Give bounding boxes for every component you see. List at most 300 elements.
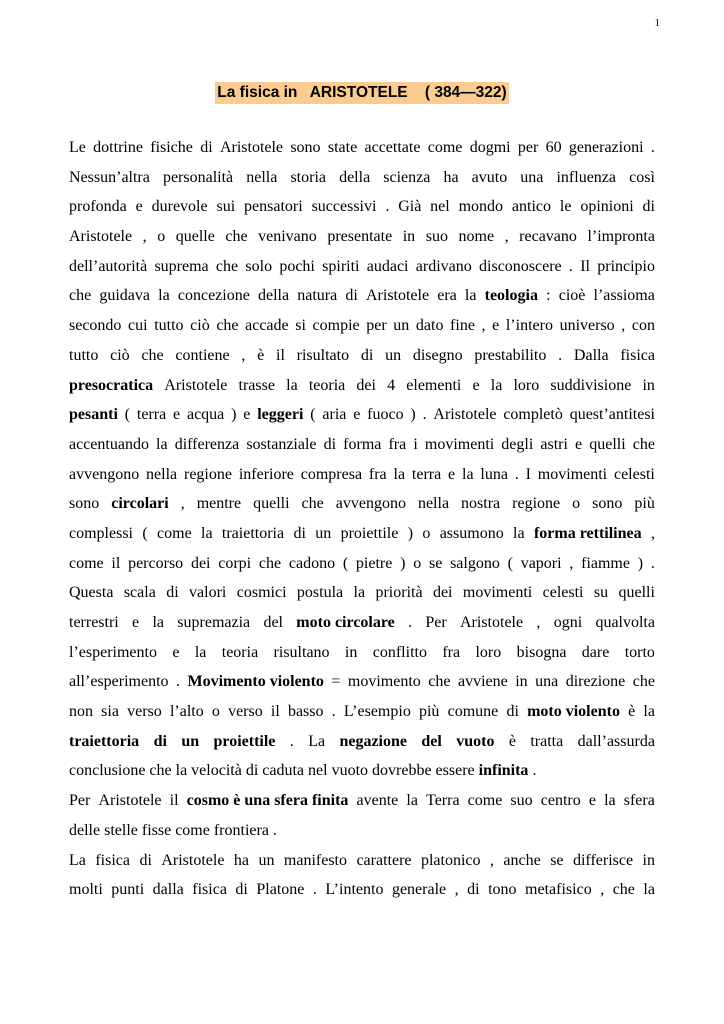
word: nel (308, 762, 328, 780)
word: universo (559, 317, 615, 335)
word: presentate (327, 228, 393, 246)
word: L’intento (325, 881, 384, 899)
word: e (173, 406, 181, 424)
word: sono (69, 495, 100, 513)
word: assumono (439, 524, 504, 542)
word: che (301, 495, 324, 513)
word: scala (123, 584, 156, 602)
word: sono (592, 495, 623, 513)
word: : (546, 287, 551, 305)
word: per (366, 317, 387, 335)
word: quest’antitesi (569, 406, 655, 424)
word: del (263, 614, 283, 631)
word: o (157, 228, 166, 246)
word: che (215, 257, 239, 275)
word: e (448, 465, 456, 483)
word: come (69, 554, 104, 572)
word: opinioni (580, 198, 634, 216)
word: centro (540, 792, 581, 810)
word: pochi (279, 257, 315, 275)
word: che (612, 881, 635, 899)
word: cosmici (236, 584, 287, 602)
word: risultano (273, 643, 330, 661)
word: loro (513, 376, 540, 394)
word: , (600, 881, 605, 899)
text-line (69, 222, 655, 252)
word: di (360, 346, 374, 364)
word: fra (388, 435, 407, 453)
word: La (69, 851, 86, 869)
word: di (235, 881, 248, 899)
word: con (631, 317, 655, 335)
word: ) (407, 524, 414, 542)
word: Le (69, 139, 86, 156)
word: generazioni (568, 139, 644, 156)
word: fisiche (150, 139, 193, 156)
word: di (245, 762, 259, 780)
word: le (559, 198, 572, 216)
word: ) (231, 406, 237, 424)
word: e (172, 643, 180, 661)
word: e (472, 376, 480, 394)
word: bisogna (516, 643, 567, 661)
word: Aristotele (219, 139, 284, 156)
text-line (69, 311, 655, 341)
bold-term: presocratica (69, 376, 154, 394)
word: , (454, 881, 459, 899)
word: e (135, 198, 143, 216)
word: scienza (383, 168, 431, 186)
word: = (331, 673, 341, 691)
word: l’esperimento (69, 643, 157, 661)
word: celesti (613, 465, 655, 483)
word: che (216, 317, 239, 335)
word: recavano (519, 228, 577, 246)
word: influenza (556, 168, 617, 186)
word: accentuando (69, 435, 149, 453)
word: , (569, 554, 574, 572)
word: il (270, 703, 280, 721)
word: , (489, 851, 494, 869)
word: se (428, 554, 443, 572)
word: Aristotele (98, 792, 162, 810)
word: avvengono (69, 465, 140, 483)
word: fiamme (581, 554, 630, 572)
word: avente (356, 792, 399, 810)
word: . (331, 703, 336, 721)
word: . (650, 139, 655, 156)
word: generale (391, 881, 447, 899)
word: Aristotele (164, 376, 228, 394)
word: salgono (450, 554, 500, 572)
word: cioè (558, 287, 586, 305)
word: compresa (300, 465, 363, 483)
word: era (437, 287, 457, 305)
word: la (353, 584, 366, 602)
word: l’alto (169, 703, 204, 721)
word: la (194, 643, 207, 661)
word: la (175, 762, 188, 780)
word: verso (127, 703, 162, 721)
word: avvengono (335, 495, 406, 513)
word: Aristotele (460, 614, 524, 631)
word: fine (450, 317, 475, 335)
word: dare (581, 643, 610, 661)
word: valori (189, 584, 227, 602)
word: di (506, 703, 519, 721)
word: venivano (258, 228, 317, 246)
word: come (427, 139, 463, 156)
word: un (385, 346, 402, 364)
word: Aristotele (365, 287, 430, 305)
text-line (69, 400, 655, 430)
word: di (323, 435, 337, 453)
word: successivi (311, 198, 377, 216)
word: dogmi (469, 139, 511, 156)
word: cui (128, 317, 148, 335)
body-text (69, 133, 655, 905)
word: nel (430, 198, 450, 216)
word: cadono (288, 554, 336, 572)
word: astri (540, 435, 568, 453)
bold-term: leggeri (257, 406, 304, 424)
word: la (643, 703, 655, 721)
word: velocità (191, 762, 242, 780)
bold-term: traiettoria (69, 732, 140, 750)
word: principio (597, 257, 655, 275)
word: degli (501, 435, 534, 453)
word: acqua (186, 406, 225, 424)
word: i (413, 435, 418, 453)
word: quelli (589, 435, 626, 453)
bold-term: moto circolare (296, 614, 395, 631)
title-container (0, 82, 724, 104)
word: ) (400, 554, 406, 572)
word: Dalla (573, 346, 609, 364)
word: e (492, 317, 500, 335)
word: fra (368, 465, 387, 483)
word: , (142, 228, 147, 246)
word: in (642, 376, 655, 394)
word: complessi (69, 524, 133, 542)
word: che (632, 673, 655, 691)
word: suddivisione (550, 376, 632, 394)
word: fisse (141, 821, 172, 839)
word: Aristotele (433, 406, 497, 424)
word: vapori (520, 554, 562, 572)
bold-term: teologia (484, 287, 538, 305)
word: dalla (152, 881, 184, 899)
word: per (517, 139, 539, 156)
word: ogni (553, 614, 583, 631)
bold-term: cosmo è una sfera finita (186, 792, 349, 810)
word: . (312, 881, 317, 899)
text-line (69, 875, 655, 905)
word: accettate (364, 139, 421, 156)
word: . (385, 198, 390, 216)
word: non (69, 703, 93, 721)
word: traiettoria (221, 524, 285, 542)
word: carattere (356, 851, 412, 869)
word: che (141, 346, 164, 364)
word: Aristotele (161, 851, 225, 869)
word: movimento (347, 673, 421, 691)
word: la (464, 287, 477, 305)
word: conclusione (69, 762, 146, 780)
word: la (201, 524, 213, 542)
page-number: 1 (654, 17, 660, 29)
text-line (69, 578, 655, 608)
word: mentre (196, 495, 242, 513)
word: la (393, 465, 406, 483)
word: la (406, 792, 418, 810)
word: punti (111, 881, 145, 899)
word: delle (69, 821, 101, 839)
text-line (69, 638, 655, 668)
word: la (462, 465, 474, 483)
word: anche (503, 851, 541, 869)
text-line (69, 460, 655, 490)
word: vuoto (331, 762, 369, 780)
word: manifesto (283, 851, 347, 869)
word: nella (146, 465, 178, 483)
word: Per (69, 792, 91, 810)
word: priorità (375, 584, 423, 602)
word: accade (245, 317, 289, 335)
word: ( (507, 554, 513, 572)
word: caduta (262, 762, 305, 780)
word: se (550, 851, 564, 869)
word: tono (488, 881, 517, 899)
word: , (621, 317, 626, 335)
word: avviene (457, 673, 508, 691)
word: . (176, 673, 180, 691)
word: che (149, 762, 172, 780)
word: come (467, 792, 503, 810)
word: un (393, 317, 410, 335)
word: il (169, 792, 179, 810)
bold-term: forma rettilinea (533, 524, 642, 542)
word: e (243, 406, 251, 424)
word: inferiore (238, 465, 294, 483)
text-line (69, 608, 655, 638)
word: il (276, 346, 285, 364)
word: sia (101, 703, 119, 721)
text-line (69, 786, 655, 816)
word: fisica (95, 851, 130, 869)
word: la (490, 376, 503, 394)
word: percorso (128, 554, 184, 572)
text-line (69, 549, 655, 579)
word: postula (296, 584, 344, 602)
word: ha (233, 851, 249, 869)
word: pensatori (244, 198, 303, 216)
word: secondo (69, 317, 122, 335)
word: e (353, 406, 361, 424)
word: La (308, 732, 326, 750)
word: audaci (366, 257, 409, 275)
word: e (575, 435, 583, 453)
word: . (558, 346, 563, 364)
word: antico (511, 198, 552, 216)
word: . (514, 465, 519, 483)
word: molti (69, 881, 103, 899)
word: ardivano (415, 257, 472, 275)
word: . (408, 614, 413, 631)
word: dall’assurda (577, 732, 655, 750)
word: nostra (461, 495, 501, 513)
word: differisce (572, 851, 634, 869)
word: la (604, 792, 616, 810)
word: elementi (406, 376, 462, 394)
text-line (69, 252, 655, 282)
document-title: La fisica in ARISTOTELE ( 384—322) (215, 82, 508, 104)
bold-term: moto violento (527, 703, 620, 721)
word: di (293, 524, 306, 542)
word: supremazia (177, 614, 251, 631)
word: . (289, 732, 294, 750)
word: . (650, 554, 655, 572)
word: come (175, 821, 210, 839)
word: più (418, 703, 440, 721)
word: ( (142, 524, 148, 542)
word: dei (190, 554, 211, 572)
word: Per (425, 614, 447, 631)
word: celesti (542, 584, 584, 602)
word: Il (580, 257, 590, 275)
word: . (568, 257, 573, 275)
word: dovrebbe (372, 762, 432, 780)
word: un (315, 524, 332, 542)
word: compie (312, 317, 360, 335)
word: 60 (545, 139, 562, 156)
word: in (344, 643, 358, 661)
word: guidava (99, 287, 151, 305)
word: la (156, 435, 168, 453)
word: basso (287, 703, 324, 721)
word: e (588, 792, 596, 810)
word: . (532, 762, 537, 780)
word: proiettile (340, 524, 399, 542)
word: tutto (69, 346, 99, 364)
word: mondo (458, 198, 504, 216)
word: che (632, 435, 655, 453)
word: ( (342, 554, 349, 572)
word: dei (432, 584, 453, 602)
word: durevole (151, 198, 208, 216)
word: prestabilito (474, 346, 547, 364)
word: differenza (174, 435, 240, 453)
word: . (272, 821, 277, 839)
word: comune (447, 703, 499, 721)
word: nella (246, 168, 278, 186)
text-line (69, 489, 655, 519)
word: direzione (565, 673, 626, 691)
word: essere (435, 762, 475, 780)
bold-term: del (421, 732, 442, 750)
word: state (327, 139, 358, 156)
word: ciò (190, 317, 210, 335)
word: dell’autorità (69, 257, 148, 275)
word: L’esempio (343, 703, 411, 721)
word: terra (136, 406, 167, 424)
bold-term: Movimento violento (187, 673, 324, 691)
word: la (152, 614, 164, 631)
word: di (139, 851, 152, 869)
word: concezione (177, 287, 250, 305)
word: disegno (412, 346, 463, 364)
word: nella (417, 495, 450, 513)
word: fuoco (367, 406, 404, 424)
bold-term: negazione (339, 732, 407, 750)
word: terra (411, 465, 442, 483)
word: suprema (154, 257, 209, 275)
word: sui (216, 198, 236, 216)
word: teoria (308, 376, 346, 394)
word: movimenti (537, 465, 608, 483)
word: fisica (192, 881, 227, 899)
word: disconoscere (479, 257, 562, 275)
word: ) (410, 406, 416, 424)
word: pietre (355, 554, 393, 572)
word: , (241, 346, 246, 364)
text-line (69, 727, 655, 757)
word: , (536, 614, 541, 631)
word: il (111, 554, 121, 572)
word: dato (415, 317, 444, 335)
word: quelli (253, 495, 290, 513)
word: metafisico (525, 881, 592, 899)
word: l’impronta (587, 228, 655, 246)
word: corpi (218, 554, 252, 572)
bold-term: circolari (111, 495, 169, 513)
word: verso (228, 703, 263, 721)
word: una (535, 673, 559, 691)
word: dei (356, 376, 376, 394)
bold-term: proiettile (213, 732, 276, 750)
word: tutto (154, 317, 184, 335)
word: qualvolta (595, 614, 655, 631)
word: che (69, 287, 92, 305)
word: ( (310, 406, 316, 424)
word: frontiera (213, 821, 269, 839)
text-line (69, 846, 655, 876)
word: di (345, 287, 358, 305)
word: , (481, 317, 486, 335)
word: ( (124, 406, 131, 424)
word: l’assioma (593, 287, 655, 305)
word: teoria (221, 643, 259, 661)
text-line (69, 697, 655, 727)
text-line (69, 281, 655, 311)
text-line (69, 667, 655, 697)
word: I (525, 465, 531, 483)
word: la (286, 376, 298, 394)
word: che (428, 673, 451, 691)
word: loro (475, 643, 502, 661)
text-line (69, 341, 655, 371)
word: in (515, 673, 528, 691)
word: spiriti (322, 257, 360, 275)
word: una (520, 168, 544, 186)
word: Terra (426, 792, 460, 810)
bold-term: pesanti (69, 406, 118, 424)
word: regione (183, 465, 232, 483)
word: Aristotele (69, 228, 133, 246)
bold-term: vuoto (456, 732, 495, 750)
word: 4 (387, 376, 396, 394)
word: conflitto (372, 643, 427, 661)
